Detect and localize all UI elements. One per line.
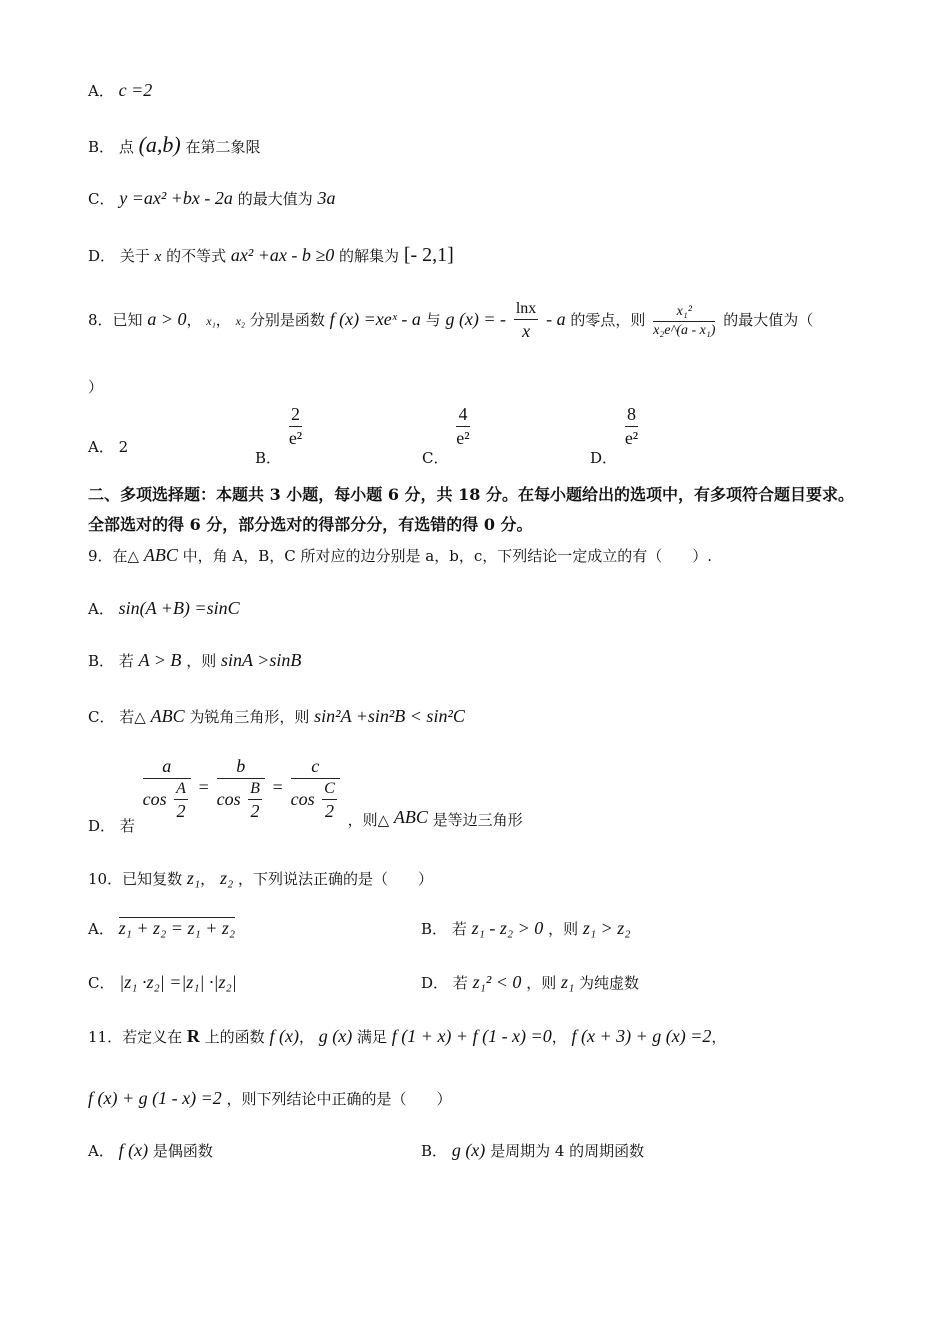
q8-c-fraction bbox=[456, 404, 469, 449]
q9-a-expr: sin(A +B) =sinC bbox=[118, 598, 240, 618]
q7-option-d bbox=[88, 244, 454, 267]
half-angle bbox=[322, 780, 337, 822]
q9-b-mid: ，则 bbox=[186, 652, 217, 670]
fraction-denominator: e² bbox=[288, 428, 303, 448]
q9-d-frac-c bbox=[291, 756, 340, 822]
q11-real-set: R bbox=[186, 1026, 200, 1046]
q11-stem-mid: 上的函数 bbox=[204, 1028, 265, 1046]
q10-stem-pre: 10．已知复数 bbox=[88, 870, 183, 888]
q8-pre: 已知 bbox=[112, 311, 143, 329]
option-label: D． bbox=[421, 974, 449, 992]
q7-b-pre: 点 bbox=[118, 138, 134, 156]
q10-option-c bbox=[88, 972, 237, 993]
q9-c-expr: sin²A +sin²B < sin²C bbox=[314, 706, 465, 726]
q7-d-x: x bbox=[154, 249, 162, 265]
two: 2 bbox=[250, 801, 260, 821]
half-angle bbox=[248, 780, 262, 822]
q9-option-b bbox=[88, 650, 301, 671]
q7-c-val: 3a bbox=[317, 188, 336, 208]
option-label: B． bbox=[255, 448, 282, 467]
fraction-numerator: 8 bbox=[625, 404, 638, 427]
q9-option-a bbox=[88, 598, 240, 619]
q7-d-post: 的解集为 bbox=[339, 247, 400, 265]
q8-d-fraction bbox=[625, 404, 638, 449]
option-label: A． bbox=[88, 920, 114, 938]
q11-option-a bbox=[88, 1140, 213, 1161]
q11-sep: ， bbox=[551, 1028, 567, 1046]
q8-g-fraction bbox=[514, 300, 538, 342]
two: 2 bbox=[324, 801, 334, 821]
q7-d-mid: 的不等式 bbox=[166, 247, 227, 265]
option-label: A． bbox=[88, 1142, 114, 1160]
q10-c-expr: |z₁ ·z₂| =|z₁| ·|z₂| bbox=[119, 972, 237, 992]
q10-stem-post: ，下列说法正确的是（ ） bbox=[237, 870, 433, 888]
q10-b-expr: z₁ > z₂ bbox=[582, 918, 631, 938]
q10-d-z: z₁ bbox=[561, 972, 575, 992]
q8-sep: ， bbox=[215, 311, 231, 329]
option-label: C． bbox=[422, 448, 449, 467]
option-label: C． bbox=[88, 974, 115, 992]
option-label: A． bbox=[88, 82, 114, 100]
q8-yu: 与 bbox=[425, 311, 441, 329]
fraction-denominator bbox=[143, 779, 191, 822]
q10-b-mid: ，则 bbox=[548, 920, 579, 938]
question-number: 8． bbox=[88, 311, 113, 329]
q9-stem-post: 中，角 A，B，C 所对应的边分别是 a，b，c，下列结论一定成立的有（ ）. bbox=[182, 547, 713, 565]
option-label: B． bbox=[88, 652, 115, 670]
q8-cond: a > 0 bbox=[147, 309, 187, 329]
q10-option-a bbox=[88, 918, 235, 939]
q11-sep: ， bbox=[298, 1028, 314, 1046]
q10-sep: ， bbox=[200, 870, 216, 888]
fraction-denominator: x₂e^(a - x₁) bbox=[653, 322, 716, 338]
q11-satisfy: 满足 bbox=[357, 1028, 388, 1046]
option-label: B． bbox=[88, 138, 115, 156]
option-label: A． bbox=[88, 438, 114, 456]
q7-b-point: (a,b) bbox=[138, 132, 181, 157]
q11-stem-pre: 11．若定义在 bbox=[88, 1028, 183, 1046]
two: 2 bbox=[176, 801, 186, 821]
q7-d-expr: ax² +ax - b ≥0 bbox=[230, 245, 335, 265]
q11-b-g: g (x) bbox=[451, 1140, 486, 1160]
q9-d-pre: 若 bbox=[119, 817, 135, 835]
option-label: C． bbox=[88, 708, 115, 726]
q7-a-expr: c =2 bbox=[118, 80, 153, 100]
q8-x1: x₁ bbox=[206, 314, 216, 328]
q11-condition-1: f (1 + x) + f (1 - x) =0 bbox=[391, 1026, 552, 1046]
fraction-denominator: e² bbox=[624, 428, 639, 448]
q9-d-frac-a bbox=[143, 756, 191, 822]
fraction-numerator: a bbox=[143, 756, 191, 779]
q11-sep: ， bbox=[711, 1028, 727, 1046]
q8-option-b bbox=[255, 404, 305, 467]
q9-d-mid: ，则△ bbox=[347, 811, 390, 829]
q10-d-mid: ，则 bbox=[526, 974, 557, 992]
q10-b-pre: 若 bbox=[451, 920, 467, 938]
fraction-denominator bbox=[291, 779, 340, 822]
q9-b-cond: A > B bbox=[138, 650, 182, 670]
q8-f-expr: f (x) =xeˣ - a bbox=[329, 309, 421, 329]
q10-b-cond: z₁ - z₂ > 0 bbox=[471, 918, 544, 938]
q8-a-value: 2 bbox=[118, 438, 129, 456]
q11-stem-cont bbox=[88, 1088, 452, 1109]
angle: A bbox=[174, 780, 188, 800]
q11-condition-3: f (x) + g (1 - x) =2 bbox=[88, 1088, 222, 1108]
q10-option-b bbox=[421, 918, 631, 939]
q11-stem-post: ，则下列结论中正确的是（ ） bbox=[226, 1090, 452, 1108]
q8-b-fraction bbox=[289, 404, 302, 449]
q8-stem bbox=[88, 300, 813, 342]
cos-text: cos bbox=[216, 789, 241, 810]
option-label: A． bbox=[88, 600, 114, 618]
q9-c-abc: ABC bbox=[150, 706, 185, 726]
equals: = bbox=[272, 777, 283, 797]
q8-g-right: - a bbox=[546, 309, 566, 329]
q11-b-post: 是周期为 4 的周期函数 bbox=[490, 1142, 645, 1160]
angle: C bbox=[322, 780, 337, 800]
q8-mid2: 的零点，则 bbox=[570, 311, 646, 329]
q9-b-pre: 若 bbox=[118, 652, 134, 670]
fraction-numerator: 2 bbox=[289, 404, 302, 427]
q11-a-f: f (x) bbox=[118, 1140, 149, 1160]
q10-d-pre: 若 bbox=[452, 974, 468, 992]
option-label: D． bbox=[88, 817, 116, 835]
option-label: B． bbox=[421, 1142, 448, 1160]
cos-text: cos bbox=[142, 789, 167, 810]
section-heading: 二、多项选择题：本题共 3 小题，每小题 6 分，共 18 分。在每小题给出的选项中，有多项符合题目要求。全部选对的得 6 分，部分选对的得部分分，有选错的得 0 分。 bbox=[88, 485, 854, 534]
angle: B bbox=[248, 780, 262, 800]
fraction-denominator: e² bbox=[456, 428, 470, 448]
q11-option-b bbox=[421, 1140, 644, 1161]
q9-option-d bbox=[88, 756, 523, 835]
q9-stem-pre: 9．在△ bbox=[88, 547, 140, 565]
fraction-denominator: x bbox=[522, 321, 531, 341]
q9-d-post: 是等边三角形 bbox=[432, 811, 523, 829]
q7-option-b bbox=[88, 132, 261, 158]
q11-g: g (x) bbox=[318, 1026, 353, 1046]
q7-b-post: 在第二象限 bbox=[185, 138, 261, 156]
q8-x2: x₂ bbox=[235, 314, 246, 328]
q9-option-c bbox=[88, 706, 465, 727]
q8-close: ） bbox=[88, 378, 104, 396]
fraction-denominator bbox=[217, 779, 265, 822]
q7-d-pre: 关于 bbox=[119, 247, 150, 265]
q8-option-d bbox=[590, 404, 641, 467]
q7-d-set: [- 2,1] bbox=[403, 244, 454, 266]
q10-stem bbox=[88, 868, 433, 889]
q8-post: 的最大值为（ bbox=[723, 311, 814, 329]
q10-z2: z₂ bbox=[219, 868, 234, 888]
q9-d-abc: ABC bbox=[393, 807, 428, 827]
q11-f: f (x) bbox=[269, 1026, 299, 1046]
q9-b-expr: sinA >sinB bbox=[221, 650, 302, 670]
q8-g-left: g (x) = - bbox=[445, 309, 507, 329]
q10-option-d bbox=[421, 972, 639, 993]
q8-ratio-fraction bbox=[653, 304, 715, 339]
fraction-numerator: b bbox=[217, 756, 265, 779]
q11-stem bbox=[88, 1026, 726, 1047]
q8-sep: ， bbox=[186, 311, 202, 329]
fraction-numerator: lnx bbox=[514, 300, 538, 320]
q7-option-a bbox=[88, 80, 152, 101]
q10-a-expr: z₁ + z₂ = z₁ + z₂ bbox=[118, 918, 236, 938]
q9-abc: ABC bbox=[143, 545, 178, 565]
fraction-numerator: c bbox=[291, 756, 340, 779]
option-label: D． bbox=[590, 448, 618, 467]
q10-d-post: 为纯虚数 bbox=[579, 974, 640, 992]
q9-c-mid: 为锐角三角形，则 bbox=[189, 708, 310, 726]
cos-text: cos bbox=[290, 789, 315, 810]
q9-d-frac-b bbox=[217, 756, 265, 822]
fraction-numerator: x₁² bbox=[653, 304, 715, 322]
q10-z1: z₁ bbox=[186, 868, 201, 888]
q10-d-cond: z₁² < 0 bbox=[472, 972, 522, 992]
fraction-numerator: 4 bbox=[456, 404, 469, 427]
half-angle bbox=[174, 780, 188, 822]
option-label: B． bbox=[421, 920, 448, 938]
equals: = bbox=[198, 777, 209, 797]
q11-a-post: 是偶函数 bbox=[152, 1142, 213, 1160]
q8-option-c bbox=[422, 404, 473, 467]
q7-c-expr: y =ax² +bx - 2a bbox=[119, 188, 233, 208]
option-label: C． bbox=[88, 190, 115, 208]
q9-stem bbox=[88, 545, 712, 566]
q11-condition-2: f (x + 3) + g (x) =2 bbox=[571, 1026, 712, 1046]
option-label: D． bbox=[88, 247, 116, 265]
q7-c-post: 的最大值为 bbox=[237, 190, 313, 208]
q8-option-a bbox=[88, 436, 128, 457]
q9-c-pre: 若△ bbox=[119, 708, 146, 726]
q8-mid: 分别是函数 bbox=[249, 311, 325, 329]
q7-option-c bbox=[88, 188, 336, 209]
